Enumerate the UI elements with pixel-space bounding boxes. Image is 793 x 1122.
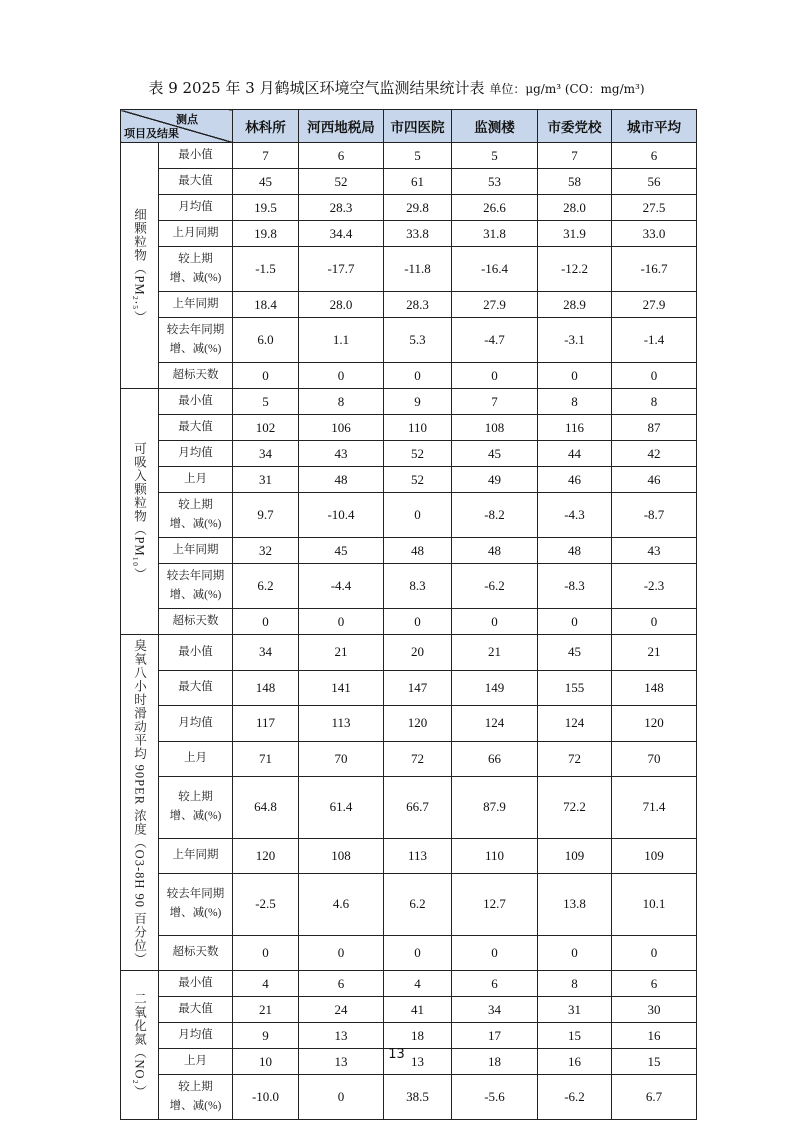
- value-cell: 13: [384, 1049, 452, 1075]
- value-cell: -1.4: [612, 318, 697, 363]
- value-cell: 43: [299, 441, 384, 467]
- value-cell: 66.7: [384, 777, 452, 838]
- value-cell: -6.2: [452, 564, 538, 609]
- row-item-label: 超标天数: [159, 363, 233, 389]
- value-cell: -6.2: [538, 1075, 612, 1120]
- value-cell: 12.7: [452, 874, 538, 935]
- value-cell: 87.9: [452, 777, 538, 838]
- row-item-label: 最大值: [159, 997, 233, 1023]
- value-cell: 124: [538, 706, 612, 742]
- value-cell: 41: [384, 997, 452, 1023]
- station-header: 市四医院: [384, 110, 452, 143]
- value-cell: 0: [452, 935, 538, 971]
- value-cell: 4: [384, 971, 452, 997]
- value-cell: 34: [233, 441, 299, 467]
- value-cell: 0: [299, 609, 384, 635]
- category-label: 臭氧八小时滑动平均 90PER 浓度（O3-8H 90 百分位）: [121, 635, 159, 971]
- value-cell: -12.2: [538, 247, 612, 292]
- value-cell: 7: [538, 143, 612, 169]
- value-cell: 31: [538, 997, 612, 1023]
- value-cell: 26.6: [452, 195, 538, 221]
- value-cell: 72.2: [538, 777, 612, 838]
- value-cell: -4.4: [299, 564, 384, 609]
- row-item-label: 较去年同期 增、减(%): [159, 874, 233, 935]
- row-item-label: 较上期 增、减(%): [159, 247, 233, 292]
- value-cell: 4.6: [299, 874, 384, 935]
- row-item-label: 上年同期: [159, 292, 233, 318]
- value-cell: 53: [452, 169, 538, 195]
- value-cell: -8.3: [538, 564, 612, 609]
- table-row: [121, 935, 697, 971]
- row-item-label: 最大值: [159, 169, 233, 195]
- table-row: [121, 389, 697, 415]
- value-cell: 15: [538, 1023, 612, 1049]
- value-cell: -16.4: [452, 247, 538, 292]
- value-cell: 8: [538, 971, 612, 997]
- table-row: [121, 318, 697, 363]
- table-row: [121, 741, 697, 777]
- value-cell: 31.9: [538, 221, 612, 247]
- value-cell: 18: [384, 1023, 452, 1049]
- value-cell: 27.9: [612, 292, 697, 318]
- value-cell: 45: [452, 441, 538, 467]
- value-cell: 108: [452, 415, 538, 441]
- value-cell: 46: [538, 467, 612, 493]
- value-cell: 0: [233, 609, 299, 635]
- value-cell: -4.3: [538, 493, 612, 538]
- value-cell: 19.5: [233, 195, 299, 221]
- value-cell: 0: [612, 935, 697, 971]
- value-cell: 27.5: [612, 195, 697, 221]
- value-cell: -1.5: [233, 247, 299, 292]
- row-item-label: 较上期 增、减(%): [159, 1075, 233, 1120]
- value-cell: 10.1: [612, 874, 697, 935]
- row-item-label: 最小值: [159, 635, 233, 671]
- value-cell: 52: [299, 169, 384, 195]
- value-cell: 28.3: [299, 195, 384, 221]
- value-cell: 6: [299, 971, 384, 997]
- value-cell: 56: [612, 169, 697, 195]
- table-row: [121, 441, 697, 467]
- row-item-label: 上年同期: [159, 838, 233, 874]
- value-cell: 13.8: [538, 874, 612, 935]
- table-body: [121, 143, 697, 1120]
- value-cell: 48: [384, 538, 452, 564]
- value-cell: 20: [384, 635, 452, 671]
- value-cell: 109: [612, 838, 697, 874]
- value-cell: -17.7: [299, 247, 384, 292]
- value-cell: 0: [384, 609, 452, 635]
- value-cell: 9: [233, 1023, 299, 1049]
- value-cell: 15: [612, 1049, 697, 1075]
- value-cell: 64.8: [233, 777, 299, 838]
- row-item-label: 上月: [159, 1049, 233, 1075]
- value-cell: 7: [452, 389, 538, 415]
- value-cell: 4: [233, 971, 299, 997]
- value-cell: 17: [452, 1023, 538, 1049]
- value-cell: 32: [233, 538, 299, 564]
- corner-bottom-label: 项目及结果: [124, 128, 179, 140]
- value-cell: 28.3: [384, 292, 452, 318]
- row-item-label: 月均值: [159, 195, 233, 221]
- value-cell: 5: [452, 143, 538, 169]
- row-item-label: 较去年同期 增、减(%): [159, 564, 233, 609]
- value-cell: 18.4: [233, 292, 299, 318]
- value-cell: 52: [384, 441, 452, 467]
- value-cell: 29.8: [384, 195, 452, 221]
- value-cell: 33.8: [384, 221, 452, 247]
- value-cell: 148: [612, 670, 697, 706]
- value-cell: 34: [452, 997, 538, 1023]
- value-cell: 70: [612, 741, 697, 777]
- value-cell: 72: [384, 741, 452, 777]
- row-item-label: 上月: [159, 467, 233, 493]
- table-row: [121, 1023, 697, 1049]
- table-row: [121, 1075, 697, 1120]
- value-cell: 117: [233, 706, 299, 742]
- value-cell: 48: [299, 467, 384, 493]
- value-cell: 46: [612, 467, 697, 493]
- table-row: [121, 538, 697, 564]
- value-cell: 6.0: [233, 318, 299, 363]
- table-row: [121, 415, 697, 441]
- value-cell: 148: [233, 670, 299, 706]
- value-cell: 7: [233, 143, 299, 169]
- value-cell: 106: [299, 415, 384, 441]
- value-cell: 52: [384, 467, 452, 493]
- category-label: 细颗粒物（PM₂.₅）: [121, 143, 159, 389]
- value-cell: 45: [233, 169, 299, 195]
- value-cell: 38.5: [384, 1075, 452, 1120]
- value-cell: 48: [538, 538, 612, 564]
- value-cell: 28.0: [299, 292, 384, 318]
- table-row: [121, 635, 697, 671]
- value-cell: 0: [538, 935, 612, 971]
- value-cell: 45: [299, 538, 384, 564]
- row-item-label: 最大值: [159, 670, 233, 706]
- value-cell: -5.6: [452, 1075, 538, 1120]
- value-cell: 48: [452, 538, 538, 564]
- diagonal-header-cell: [121, 110, 233, 143]
- value-cell: 27.9: [452, 292, 538, 318]
- value-cell: 71: [233, 741, 299, 777]
- corner-top-label: 测点: [176, 114, 198, 126]
- table-row: [121, 706, 697, 742]
- table-row: [121, 195, 697, 221]
- value-cell: 0: [299, 1075, 384, 1120]
- value-cell: 6: [612, 143, 697, 169]
- value-cell: 5: [384, 143, 452, 169]
- value-cell: 113: [299, 706, 384, 742]
- table-row: [121, 997, 697, 1023]
- header-row: [121, 110, 697, 143]
- value-cell: 5.3: [384, 318, 452, 363]
- value-cell: 30: [612, 997, 697, 1023]
- row-item-label: 最大值: [159, 415, 233, 441]
- value-cell: 141: [299, 670, 384, 706]
- value-cell: 70: [299, 741, 384, 777]
- station-header: 城市平均: [612, 110, 697, 143]
- value-cell: 120: [233, 838, 299, 874]
- table-row: [121, 670, 697, 706]
- value-cell: 6.7: [612, 1075, 697, 1120]
- value-cell: 34.4: [299, 221, 384, 247]
- row-item-label: 上年同期: [159, 538, 233, 564]
- value-cell: 18: [452, 1049, 538, 1075]
- table-row: [121, 838, 697, 874]
- value-cell: 9: [384, 389, 452, 415]
- value-cell: -2.5: [233, 874, 299, 935]
- value-cell: 120: [384, 706, 452, 742]
- value-cell: -10.0: [233, 1075, 299, 1120]
- value-cell: -11.8: [384, 247, 452, 292]
- category-label: 可吸入颗粒物（PM₁₀）: [121, 389, 159, 635]
- value-cell: 44: [538, 441, 612, 467]
- value-cell: -16.7: [612, 247, 697, 292]
- value-cell: 66: [452, 741, 538, 777]
- table-row: [121, 221, 697, 247]
- value-cell: 1.1: [299, 318, 384, 363]
- value-cell: 8: [612, 389, 697, 415]
- value-cell: -3.1: [538, 318, 612, 363]
- caption-unit: 单位：μg/m³ (CO：mg/m³): [489, 82, 645, 96]
- value-cell: 6.2: [233, 564, 299, 609]
- table-row: [121, 143, 697, 169]
- table-row: [121, 971, 697, 997]
- station-header: 河西地税局: [299, 110, 384, 143]
- table-row: [121, 874, 697, 935]
- value-cell: 28.9: [538, 292, 612, 318]
- value-cell: 0: [384, 493, 452, 538]
- value-cell: 10: [233, 1049, 299, 1075]
- value-cell: 45: [538, 635, 612, 671]
- value-cell: 0: [299, 363, 384, 389]
- value-cell: 124: [452, 706, 538, 742]
- row-item-label: 最小值: [159, 143, 233, 169]
- value-cell: 108: [299, 838, 384, 874]
- value-cell: 71.4: [612, 777, 697, 838]
- value-cell: 0: [538, 363, 612, 389]
- value-cell: 16: [612, 1023, 697, 1049]
- air-quality-table: [120, 109, 697, 1120]
- value-cell: 33.0: [612, 221, 697, 247]
- row-item-label: 上月: [159, 741, 233, 777]
- value-cell: 0: [612, 609, 697, 635]
- station-header: 林科所: [233, 110, 299, 143]
- value-cell: 58: [538, 169, 612, 195]
- row-item-label: 较上期 增、减(%): [159, 493, 233, 538]
- value-cell: 8.3: [384, 564, 452, 609]
- value-cell: 13: [299, 1023, 384, 1049]
- value-cell: 61.4: [299, 777, 384, 838]
- table-row: [121, 777, 697, 838]
- row-item-label: 最小值: [159, 971, 233, 997]
- row-item-label: 超标天数: [159, 609, 233, 635]
- page-number: 13: [388, 1047, 405, 1062]
- value-cell: 109: [538, 838, 612, 874]
- value-cell: -8.7: [612, 493, 697, 538]
- value-cell: 0: [299, 935, 384, 971]
- value-cell: 24: [299, 997, 384, 1023]
- row-item-label: 较上期 增、减(%): [159, 777, 233, 838]
- value-cell: 6.2: [384, 874, 452, 935]
- value-cell: 19.8: [233, 221, 299, 247]
- value-cell: -10.4: [299, 493, 384, 538]
- value-cell: 34: [233, 635, 299, 671]
- table-row: [121, 564, 697, 609]
- value-cell: 6: [299, 143, 384, 169]
- value-cell: 21: [233, 997, 299, 1023]
- row-item-label: 月均值: [159, 706, 233, 742]
- row-item-label: 最小值: [159, 389, 233, 415]
- value-cell: 155: [538, 670, 612, 706]
- value-cell: 113: [384, 838, 452, 874]
- value-cell: 72: [538, 741, 612, 777]
- value-cell: 147: [384, 670, 452, 706]
- value-cell: 102: [233, 415, 299, 441]
- table-row: [121, 467, 697, 493]
- value-cell: 0: [384, 363, 452, 389]
- value-cell: 21: [299, 635, 384, 671]
- caption-main: 表 9 2025 年 3 月鹤城区环境空气监测结果统计表: [148, 79, 485, 97]
- value-cell: -4.7: [452, 318, 538, 363]
- value-cell: 21: [452, 635, 538, 671]
- value-cell: 9.7: [233, 493, 299, 538]
- row-item-label: 较去年同期 增、减(%): [159, 318, 233, 363]
- value-cell: 42: [612, 441, 697, 467]
- value-cell: -8.2: [452, 493, 538, 538]
- value-cell: 0: [452, 363, 538, 389]
- value-cell: 5: [233, 389, 299, 415]
- value-cell: 0: [233, 935, 299, 971]
- value-cell: 0: [538, 609, 612, 635]
- value-cell: 31: [233, 467, 299, 493]
- value-cell: 6: [612, 971, 697, 997]
- table-row: [121, 493, 697, 538]
- value-cell: 0: [384, 935, 452, 971]
- value-cell: 8: [299, 389, 384, 415]
- value-cell: 49: [452, 467, 538, 493]
- table-caption: [0, 77, 793, 98]
- value-cell: 0: [233, 363, 299, 389]
- value-cell: 0: [452, 609, 538, 635]
- value-cell: 110: [384, 415, 452, 441]
- value-cell: 110: [452, 838, 538, 874]
- table-row: [121, 247, 697, 292]
- table-row: [121, 169, 697, 195]
- value-cell: 43: [612, 538, 697, 564]
- table-row: [121, 292, 697, 318]
- value-cell: 8: [538, 389, 612, 415]
- row-item-label: 超标天数: [159, 935, 233, 971]
- value-cell: 21: [612, 635, 697, 671]
- table-row: [121, 363, 697, 389]
- value-cell: 61: [384, 169, 452, 195]
- station-header: 监测楼: [452, 110, 538, 143]
- value-cell: 6: [452, 971, 538, 997]
- table-row: [121, 609, 697, 635]
- value-cell: 0: [612, 363, 697, 389]
- value-cell: 149: [452, 670, 538, 706]
- value-cell: 87: [612, 415, 697, 441]
- row-item-label: 月均值: [159, 441, 233, 467]
- value-cell: -2.3: [612, 564, 697, 609]
- row-item-label: 上月同期: [159, 221, 233, 247]
- value-cell: 28.0: [538, 195, 612, 221]
- station-header: 市委党校: [538, 110, 612, 143]
- value-cell: 13: [299, 1049, 384, 1075]
- value-cell: 120: [612, 706, 697, 742]
- value-cell: 16: [538, 1049, 612, 1075]
- category-label: 二氧化氮（NO₂）: [121, 971, 159, 1120]
- value-cell: 31.8: [452, 221, 538, 247]
- row-item-label: 月均值: [159, 1023, 233, 1049]
- value-cell: 116: [538, 415, 612, 441]
